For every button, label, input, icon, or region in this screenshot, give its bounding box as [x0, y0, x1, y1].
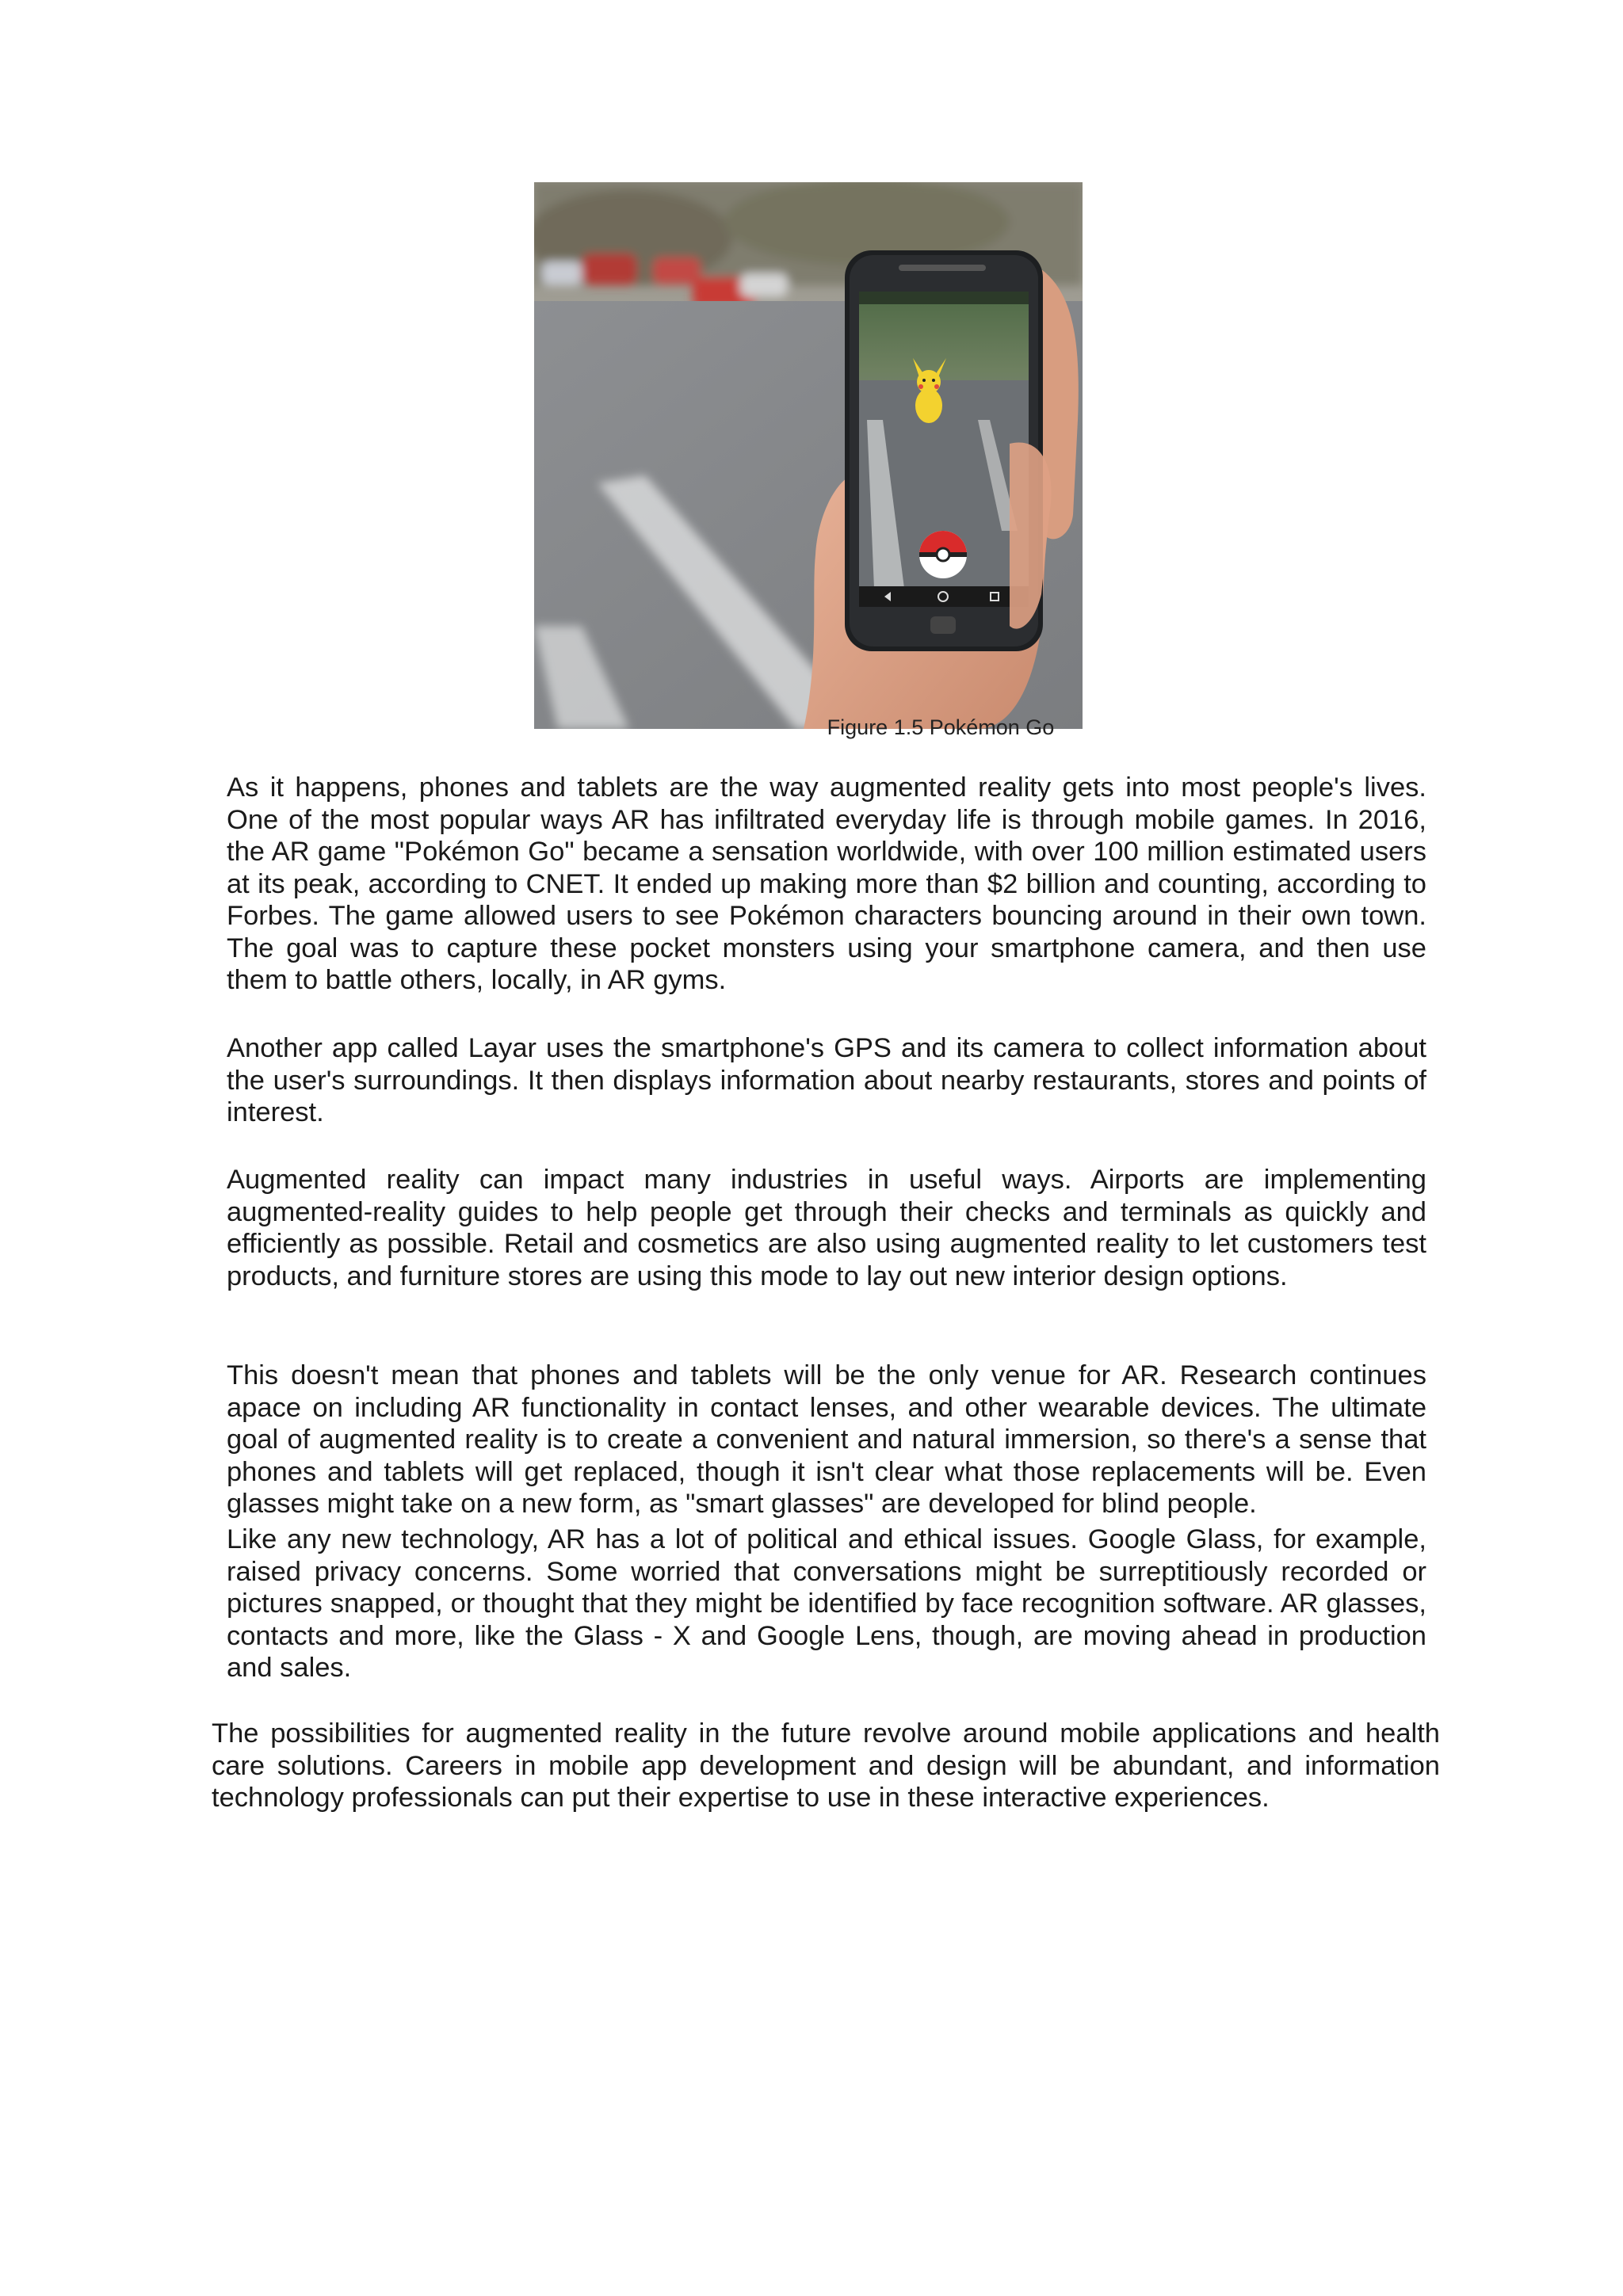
pokemon-go-photo	[534, 182, 1083, 729]
paragraph-ethics: Like any new technology, AR has a lot of political and ethical issues. Google Glass, for example, raised privacy concerns. Some worried that conversations might be surreptitiously recorded or pictures snapped, or thought that they might be identified by face recognition software. AR glasses, contacts and more, like the Glass - X and Google Lens, though, are moving ahead in production and sales.	[227, 1524, 1426, 1683]
paragraph-wearables: This doesn't mean that phones and tablets will be the only venue for AR. Research continues apace on including AR functionality in contact lenses, and other wearable devices. The ultimate goal of augmented reality is to create a convenient and natural immersion, so there's a sense that phones and tablets will get replaced, though it isn't clear what those replacements will be. Even glasses might take on a new form, as "smart glasses" are developed for blind people.	[227, 1360, 1426, 1519]
paragraph-pokemon-go: As it happens, phones and tablets are the way augmented reality gets into most people's lives. One of the most popular ways AR has infiltrated everyday life is through mobile games. In 2016, the AR game "Pokémon Go" became a sensation worldwide, with over 100 million estimated users at its peak, according to CNET. It ended up making more than $2 billion and counting, according to Forbes. The game allowed users to see Pokémon characters bouncing around in their own town. The goal was to capture these pocket monsters using your smartphone camera, and then use them to battle others, locally, in AR gyms.	[227, 772, 1426, 995]
paragraph-future: The possibilities for augmented reality in the future revolve around mobile applications and health care solutions. Careers in mobile app development and design will be abundant, and information technology professionals can put their expertise to use in these interactive experiences.	[212, 1718, 1440, 1813]
figure-caption-text: Figure 1.5 Pokémon Go	[827, 715, 1055, 739]
paragraph-layar: Another app called Layar uses the smartphone's GPS and its camera to collect information about the user's surroundings. It then displays information about nearby restaurants, stores and points of interest.	[227, 1033, 1426, 1127]
paragraph-industries: Augmented reality can impact many industries in useful ways. Airports are implementing augmented-reality guides to help people get through their checks and terminals as quickly and efficiently as possible. Retail and cosmetics are also using augmented reality to let customers test products, and furniture stores are using this mode to lay out new interior design options.	[227, 1165, 1426, 1291]
figure-caption	[262, 715, 1350, 740]
